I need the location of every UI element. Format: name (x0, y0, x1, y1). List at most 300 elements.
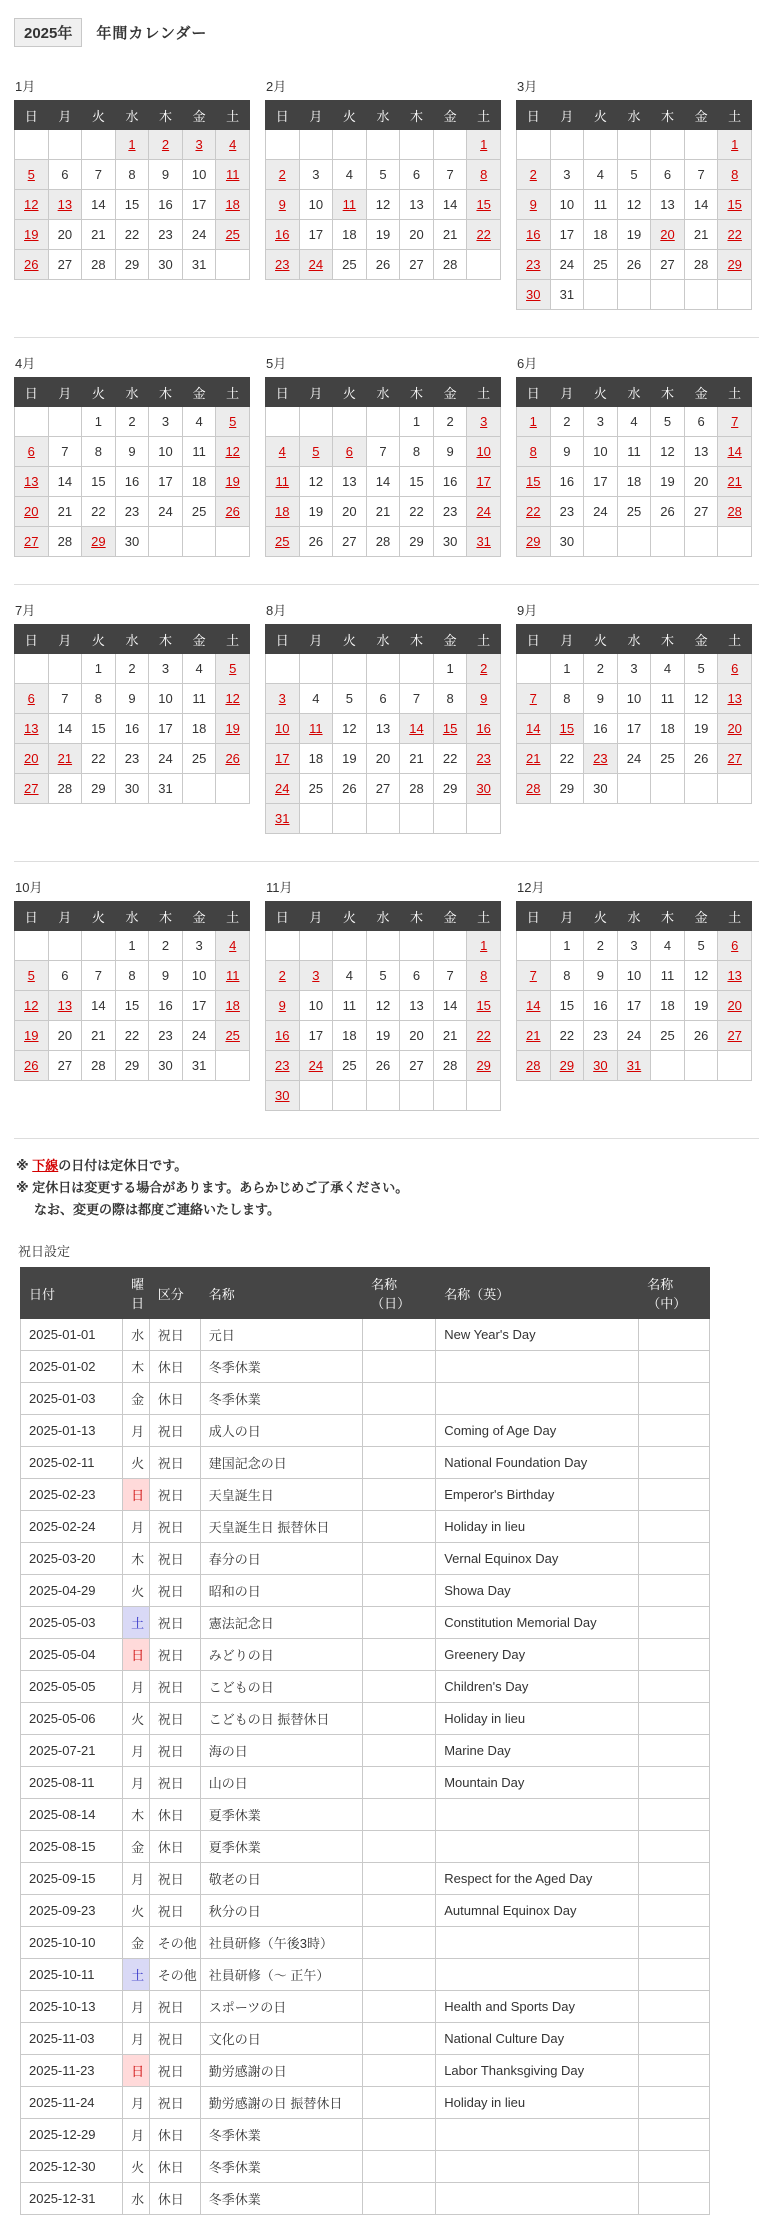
empty-day-cell (366, 654, 400, 684)
month-table (14, 624, 250, 804)
closed-day-number: 24 (308, 257, 324, 272)
holiday-column-header: 日付 (21, 1268, 123, 1319)
holiday-weekday: 月 (123, 1991, 150, 2023)
weekday-header-row (15, 902, 250, 931)
empty-day-cell (333, 407, 367, 437)
day-cell: 28 (400, 774, 434, 804)
holiday-name-zh (639, 1735, 710, 1767)
day-cell: 17 (182, 991, 216, 1021)
closed-day-number: 2 (161, 137, 170, 152)
closed-day-number: 29 (476, 1058, 491, 1073)
holiday-name-ja (363, 2183, 436, 2215)
day-cell: 7 (82, 160, 116, 190)
day-cell: 17 (550, 220, 584, 250)
month-table-head (15, 625, 250, 654)
month-block (265, 877, 501, 1111)
day-cell: 25 (333, 1051, 367, 1081)
closed-day-cell (266, 190, 300, 220)
empty-day-cell (400, 1081, 434, 1111)
empty-day-cell (149, 527, 183, 557)
empty-day-cell (617, 280, 651, 310)
holiday-name: 憲法記念日 (200, 1607, 362, 1639)
holiday-name-zh (639, 1607, 710, 1639)
closed-day-cell (15, 744, 49, 774)
month-block (14, 76, 250, 280)
holiday-row (21, 2151, 710, 2183)
closed-day-number: 3 (195, 137, 203, 152)
day-cell: 14 (433, 190, 467, 220)
day-cell: 13 (400, 190, 434, 220)
empty-day-cell (651, 280, 685, 310)
closed-day-cell (266, 1051, 300, 1081)
day-cell: 29 (433, 774, 467, 804)
month-label: 8月 (266, 603, 287, 618)
holiday-name-ja (363, 1639, 436, 1671)
closed-day-number: 20 (660, 227, 675, 242)
closed-day-cell (266, 714, 300, 744)
day-cell: 21 (82, 220, 116, 250)
week-row (266, 527, 501, 557)
day-cell: 18 (182, 714, 216, 744)
week-row (266, 1081, 501, 1111)
weekday-header-row (15, 378, 250, 407)
day-cell: 3 (299, 160, 333, 190)
holiday-name: こどもの日 振替休日 (200, 1703, 362, 1735)
week-row (266, 250, 501, 280)
closed-day-number: 13 (24, 474, 39, 489)
holiday-date: 2025-07-21 (21, 1735, 123, 1767)
weekday-header: 土 (718, 902, 752, 931)
empty-day-cell (651, 1051, 685, 1081)
holiday-weekday: 火 (123, 2151, 150, 2183)
day-cell: 19 (651, 467, 685, 497)
weekday-header: 土 (216, 378, 250, 407)
closed-day-number: 29 (559, 1058, 575, 1073)
day-cell: 2 (550, 407, 584, 437)
month-block (516, 600, 752, 804)
weekday-header: 日 (266, 101, 300, 130)
holiday-row (21, 1415, 710, 1447)
weekday-header: 日 (266, 902, 300, 931)
closed-day-cell (718, 250, 752, 280)
holiday-row (21, 1479, 710, 1511)
day-cell: 17 (182, 190, 216, 220)
holiday-name-en: Autumnal Equinox Day (436, 1895, 639, 1927)
week-row (517, 774, 752, 804)
holiday-name: 成人の日 (200, 1415, 362, 1447)
day-cell: 1 (400, 407, 434, 437)
day-cell: 17 (149, 467, 183, 497)
empty-day-cell (266, 654, 300, 684)
day-cell: 16 (149, 190, 183, 220)
closed-day-cell (299, 1051, 333, 1081)
month-table-head (517, 625, 752, 654)
week-row (15, 437, 250, 467)
day-cell: 28 (433, 1051, 467, 1081)
month-table-body (266, 130, 501, 280)
weekday-header: 火 (333, 101, 367, 130)
day-cell: 1 (115, 931, 149, 961)
closed-day-number: 11 (309, 721, 323, 736)
day-cell: 1 (82, 407, 116, 437)
holiday-name-zh (639, 1991, 710, 2023)
holiday-row (21, 1703, 710, 1735)
week-row (15, 250, 250, 280)
week-row (266, 744, 501, 774)
closed-day-cell (718, 991, 752, 1021)
closed-day-cell (517, 684, 551, 714)
weekday-header-row (15, 625, 250, 654)
day-cell: 8 (550, 961, 584, 991)
month-table-head (266, 625, 501, 654)
closed-day-cell (182, 130, 216, 160)
closed-day-cell (517, 1051, 551, 1081)
closed-day-cell (15, 684, 49, 714)
holiday-name-en: Labor Thanksgiving Day (436, 2055, 639, 2087)
weekday-header-row (517, 625, 752, 654)
month-label: 4月 (15, 356, 36, 371)
closed-day-cell (216, 437, 250, 467)
day-cell: 5 (366, 961, 400, 991)
day-cell: 4 (651, 654, 685, 684)
holiday-name: 冬季休業 (200, 2151, 362, 2183)
month-table-head (517, 378, 752, 407)
holiday-kubun: 祝日 (149, 1447, 200, 1479)
weekday-header: 木 (149, 378, 183, 407)
holiday-row (21, 2087, 710, 2119)
day-cell: 23 (149, 220, 183, 250)
week-row (15, 654, 250, 684)
closed-day-cell (216, 961, 250, 991)
holiday-date: 2025-09-15 (21, 1863, 123, 1895)
month-table-body (517, 130, 752, 310)
day-cell: 16 (550, 467, 584, 497)
day-cell: 15 (115, 190, 149, 220)
closed-day-cell (299, 714, 333, 744)
day-cell: 20 (48, 220, 82, 250)
holiday-date: 2025-12-31 (21, 2183, 123, 2215)
closed-day-number: 5 (312, 444, 320, 459)
underline-sample-text: 下線 (32, 1158, 59, 1173)
holiday-weekday: 木 (123, 1799, 150, 1831)
holiday-name-en (436, 2119, 639, 2151)
closed-day-number: 2 (278, 167, 286, 182)
day-cell: 17 (149, 714, 183, 744)
week-row (266, 714, 501, 744)
closed-day-cell (266, 497, 300, 527)
holiday-name-ja (363, 1351, 436, 1383)
weekday-header: 木 (651, 902, 685, 931)
holiday-row (21, 1607, 710, 1639)
holiday-name: 社員研修（午後3時） (200, 1927, 362, 1959)
month-table-body (517, 654, 752, 804)
empty-day-cell (299, 931, 333, 961)
day-cell: 25 (651, 744, 685, 774)
note-closed-days (16, 1155, 759, 1177)
day-cell: 21 (433, 1021, 467, 1051)
holiday-kubun: 祝日 (149, 2023, 200, 2055)
note1-suffix: の日付は定休日です。 (58, 1158, 188, 1173)
closed-day-cell (517, 190, 551, 220)
week-row (517, 991, 752, 1021)
day-cell: 21 (400, 744, 434, 774)
closed-day-cell (550, 1051, 584, 1081)
holiday-name-en: Health and Sports Day (436, 1991, 639, 2023)
day-cell: 19 (684, 991, 718, 1021)
empty-day-cell (517, 654, 551, 684)
closed-day-cell (517, 961, 551, 991)
day-cell: 12 (617, 190, 651, 220)
holiday-kubun: 祝日 (149, 1575, 200, 1607)
day-cell: 11 (651, 684, 685, 714)
weekday-header: 水 (366, 625, 400, 654)
weekday-header: 土 (216, 902, 250, 931)
day-cell: 21 (48, 497, 82, 527)
day-cell: 31 (149, 774, 183, 804)
day-cell: 18 (333, 1021, 367, 1051)
day-cell: 15 (550, 991, 584, 1021)
weekday-header: 木 (651, 378, 685, 407)
closed-day-cell (517, 527, 551, 557)
day-cell: 7 (684, 160, 718, 190)
holiday-kubun: 休日 (149, 2183, 200, 2215)
closed-day-number: 8 (731, 167, 739, 182)
holiday-name-zh (639, 1543, 710, 1575)
closed-day-cell (266, 804, 300, 834)
closed-day-cell (216, 744, 250, 774)
day-cell: 24 (617, 744, 651, 774)
empty-day-cell (433, 931, 467, 961)
day-cell: 11 (182, 684, 216, 714)
day-cell: 10 (149, 437, 183, 467)
day-cell: 5 (366, 160, 400, 190)
holiday-kubun: 休日 (149, 1351, 200, 1383)
closed-day-number: 31 (275, 811, 290, 826)
day-cell: 2 (115, 654, 149, 684)
closed-day-number: 27 (24, 534, 39, 549)
closed-day-number: 8 (480, 968, 488, 983)
holiday-name-zh (639, 1895, 710, 1927)
closed-day-cell (266, 774, 300, 804)
holiday-date: 2025-05-03 (21, 1607, 123, 1639)
closed-day-number: 26 (24, 257, 39, 272)
weekday-header-row (266, 101, 501, 130)
holiday-name-en: Marine Day (436, 1735, 639, 1767)
holiday-column-header: 名称 (200, 1268, 362, 1319)
week-row (15, 961, 250, 991)
closed-day-number: 6 (731, 938, 739, 953)
week-row (266, 774, 501, 804)
closed-day-cell (216, 190, 250, 220)
holiday-row (21, 1543, 710, 1575)
empty-day-cell (299, 407, 333, 437)
closed-day-cell (266, 160, 300, 190)
day-cell: 25 (182, 744, 216, 774)
holiday-weekday: 金 (123, 1831, 150, 1863)
closed-day-cell (266, 1021, 300, 1051)
month-table-body (15, 407, 250, 557)
month-block (265, 76, 501, 280)
day-cell: 8 (115, 160, 149, 190)
holiday-name-zh (639, 1767, 710, 1799)
closed-day-cell (718, 160, 752, 190)
closed-day-cell (48, 991, 82, 1021)
closed-day-cell (467, 991, 501, 1021)
closed-day-cell (467, 931, 501, 961)
closed-day-number: 7 (529, 968, 537, 983)
weekday-header: 月 (550, 378, 584, 407)
day-cell: 3 (617, 654, 651, 684)
holiday-date: 2025-02-24 (21, 1511, 123, 1543)
day-cell: 1 (550, 931, 584, 961)
holiday-name-zh (639, 2119, 710, 2151)
day-cell: 8 (433, 684, 467, 714)
closed-day-number: 14 (526, 721, 541, 736)
closed-day-number: 4 (229, 938, 237, 953)
holiday-row (21, 1383, 710, 1415)
closed-day-number: 12 (225, 691, 240, 706)
empty-day-cell (617, 774, 651, 804)
empty-day-cell (266, 407, 300, 437)
month-table-body (517, 407, 752, 557)
closed-day-number: 6 (731, 661, 739, 676)
closed-day-number: 13 (24, 721, 39, 736)
day-cell: 7 (48, 684, 82, 714)
closed-day-number: 25 (225, 1028, 240, 1043)
closed-day-number: 25 (225, 227, 240, 242)
closed-day-cell (467, 527, 501, 557)
closed-day-cell (149, 130, 183, 160)
holiday-name-en: National Culture Day (436, 2023, 639, 2055)
weekday-header: 月 (48, 902, 82, 931)
closed-day-number: 21 (727, 474, 742, 489)
holiday-name-ja (363, 1511, 436, 1543)
empty-day-cell (266, 931, 300, 961)
day-cell: 6 (400, 961, 434, 991)
holiday-name-en: Mountain Day (436, 1767, 639, 1799)
holiday-kubun: 祝日 (149, 1671, 200, 1703)
closed-day-cell (216, 220, 250, 250)
holiday-weekday: 月 (123, 1863, 150, 1895)
holiday-name-ja (363, 1799, 436, 1831)
closed-day-cell (718, 190, 752, 220)
day-cell: 21 (82, 1021, 116, 1051)
closed-day-number: 26 (225, 751, 240, 766)
closed-day-cell (216, 497, 250, 527)
weekday-header: 木 (149, 902, 183, 931)
day-cell: 22 (115, 220, 149, 250)
week-row (266, 931, 501, 961)
closed-day-number: 2 (529, 167, 537, 182)
closed-day-number: 31 (626, 1058, 642, 1073)
holiday-name-zh (639, 1863, 710, 1895)
day-cell: 3 (617, 931, 651, 961)
day-cell: 11 (182, 437, 216, 467)
day-cell: 4 (182, 654, 216, 684)
day-cell: 6 (48, 961, 82, 991)
closed-day-number: 13 (57, 998, 73, 1013)
holiday-kubun: 休日 (149, 2119, 200, 2151)
holiday-weekday: 金 (123, 1927, 150, 1959)
closed-day-number: 23 (476, 751, 491, 766)
day-cell: 6 (651, 160, 685, 190)
empty-day-cell (333, 931, 367, 961)
week-row (517, 220, 752, 250)
day-cell: 20 (400, 220, 434, 250)
holiday-name-zh (639, 1319, 710, 1351)
holiday-name: 勤労感謝の日 振替休日 (200, 2087, 362, 2119)
closed-day-cell (299, 437, 333, 467)
closed-day-cell (718, 467, 752, 497)
holiday-weekday: 火 (123, 1703, 150, 1735)
holiday-row (21, 1671, 710, 1703)
day-cell: 18 (182, 467, 216, 497)
closed-day-number: 20 (727, 998, 742, 1013)
month-table-head (266, 378, 501, 407)
day-cell: 9 (584, 684, 618, 714)
day-cell: 17 (299, 1021, 333, 1051)
closed-day-cell (216, 130, 250, 160)
closed-day-number: 8 (480, 167, 488, 182)
holiday-name-en: National Foundation Day (436, 1447, 639, 1479)
holiday-name-en (436, 1351, 639, 1383)
empty-day-cell (48, 130, 82, 160)
holiday-date: 2025-11-03 (21, 2023, 123, 2055)
day-cell: 6 (400, 160, 434, 190)
holiday-name-ja (363, 2023, 436, 2055)
day-cell: 21 (684, 220, 718, 250)
note-change-policy: ※ 定休日は変更する場合があります。あらかじめご了承ください。 (16, 1180, 409, 1196)
empty-day-cell (182, 774, 216, 804)
closed-day-number: 4 (229, 137, 237, 152)
weekday-header: 月 (299, 902, 333, 931)
holiday-name: 冬季休業 (200, 1383, 362, 1415)
closed-day-number: 7 (731, 414, 739, 429)
weekday-header: 日 (517, 101, 551, 130)
day-cell: 30 (115, 774, 149, 804)
weekday-header: 木 (149, 101, 183, 130)
day-cell: 24 (149, 744, 183, 774)
empty-day-cell (216, 250, 250, 280)
holiday-row (21, 1319, 710, 1351)
closed-day-cell (467, 407, 501, 437)
holiday-date: 2025-05-06 (21, 1703, 123, 1735)
day-cell: 10 (617, 961, 651, 991)
holiday-name: 敬老の日 (200, 1863, 362, 1895)
closed-day-cell (718, 407, 752, 437)
week-row (266, 130, 501, 160)
closed-day-cell (15, 961, 49, 991)
closed-day-number: 5 (27, 968, 35, 983)
weekday-header-row (266, 378, 501, 407)
closed-day-number: 10 (275, 721, 290, 736)
month-table (265, 901, 501, 1111)
holiday-weekday: 月 (123, 2119, 150, 2151)
week-row (517, 497, 752, 527)
closed-day-number: 24 (275, 781, 290, 796)
weekday-header: 金 (684, 101, 718, 130)
day-cell: 24 (550, 250, 584, 280)
holiday-name-ja (363, 1703, 436, 1735)
closed-day-number: 17 (275, 751, 290, 766)
month-label: 3月 (517, 79, 538, 94)
week-row (517, 684, 752, 714)
holiday-weekday: 土 (123, 1607, 150, 1639)
day-cell: 11 (584, 190, 618, 220)
closed-day-cell (517, 407, 551, 437)
day-cell: 7 (433, 961, 467, 991)
closed-day-cell (433, 714, 467, 744)
